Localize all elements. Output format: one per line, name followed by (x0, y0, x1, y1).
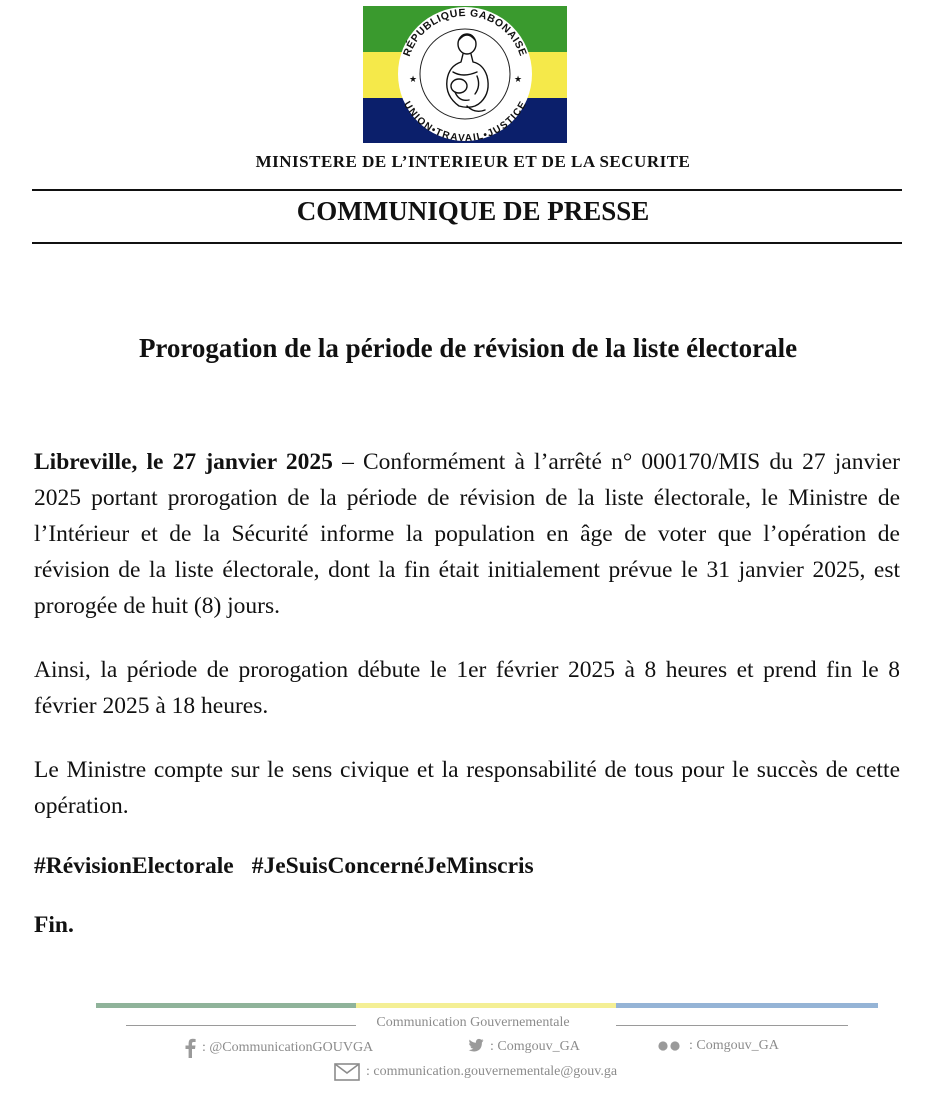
paragraph-1 (34, 444, 900, 624)
gabon-emblem (363, 6, 567, 143)
twitter-handle: : Comgouv_GA (490, 1039, 580, 1054)
facebook-handle: : @CommunicationGOUVGA (202, 1040, 374, 1055)
paragraph-2: Ainsi, la période de prorogation débute le 1er février 2025 à 8 heures et prend fin le 8 février 2025 à 18 heures. (34, 657, 900, 719)
paragraph-1-text: – Conformément à l’arrêté n° 000170/MIS du 27 janvier 2025 portant prorogation de la période de révision de la liste électorale, le Ministre de l’Intérieur et de la Sécurité informe la population en âge de voter que l’opération de révision de la liste électorale, dont la fin était initialement prévue le 31 janvier 2025, est prorogée de huit (8) jours. (34, 449, 900, 619)
headline: Prorogation de la période de révision de la liste électorale (138, 333, 798, 363)
email-link[interactable] (334, 1063, 617, 1081)
flickr-link[interactable] (657, 1038, 779, 1054)
twitter-link[interactable] (462, 1038, 580, 1056)
flickr-icon (657, 1040, 683, 1052)
facebook-link[interactable] (184, 1038, 373, 1058)
footer-bar-green (96, 1003, 356, 1008)
twitter-icon (462, 1038, 484, 1056)
email-address: : communication.gouvernementale@gouv.ga (366, 1064, 618, 1079)
svg-text:★: ★ (514, 75, 523, 85)
document-title: COMMUNIQUE DE PRESSE (296, 196, 650, 226)
svg-text:★: ★ (409, 75, 418, 85)
republic-seal (363, 6, 567, 143)
seal-motto-text: UNION•TRAVAIL•JUSTICE (401, 99, 529, 143)
end-marker: Fin. (34, 912, 74, 938)
hashtag: #JeSuisConcernéJeMinscris (251, 853, 534, 879)
footer-title: Communication Gouvernementale (376, 1015, 570, 1030)
header-rule-bottom (32, 242, 902, 244)
paragraph-3: Le Ministre compte sur le sens civique et la responsabilité de tous pour le succès de cette opération. (34, 757, 900, 819)
hashtag: #RévisionElectorale (34, 853, 234, 879)
header-rule-top (32, 189, 902, 191)
facebook-icon (184, 1038, 196, 1058)
footer-bar-blue (616, 1003, 878, 1008)
mail-icon (334, 1063, 360, 1081)
footer-bar-yellow (356, 1003, 616, 1008)
seal-top-text: RÉPUBLIQUE GABONAISE (401, 6, 529, 59)
ministry-name: MINISTERE DE L’INTERIEUR ET DE LA SECURITE (255, 152, 691, 171)
flickr-handle: : Comgouv_GA (689, 1038, 779, 1053)
dateline: Libreville, le 27 janvier 2025 (34, 449, 333, 475)
hashtags (34, 848, 900, 884)
